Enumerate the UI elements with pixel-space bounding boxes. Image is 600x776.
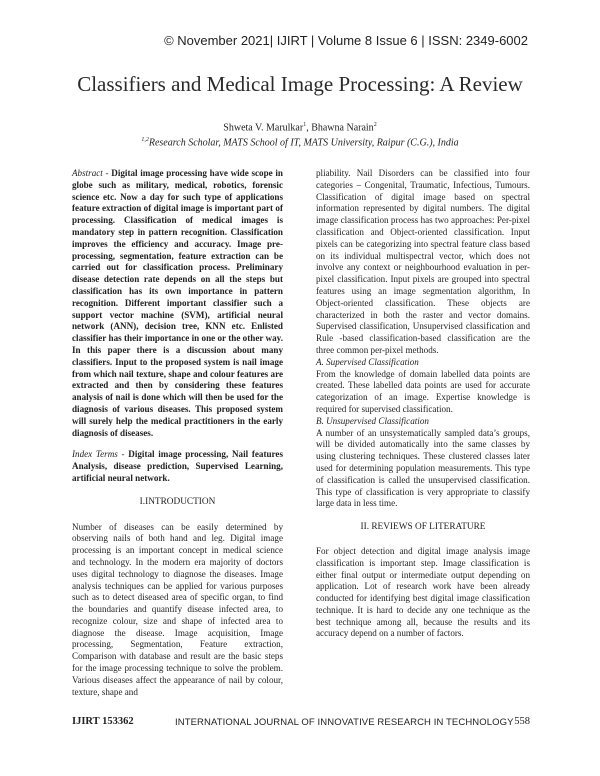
affiliation-text: Research Scholar, MATS School of IT, MATS University, Raipur (C.G.), India <box>148 137 459 149</box>
right-column <box>316 168 530 640</box>
subsection-heading-supervised: A. Supervised Classification <box>316 356 419 367</box>
index-terms-label: Index Terms - <box>72 449 125 460</box>
journal-header: © November 2021| IJIRT | Volume 8 Issue 6 | ISSN: 2349-6002 <box>164 33 528 48</box>
footer-journal-name: INTERNATIONAL JOURNAL OF INNOVATIVE RESEARCH IN TECHNOLOGY <box>175 717 514 728</box>
affiliation <box>0 137 600 148</box>
footer-paper-id: IJIRT 153362 <box>72 716 134 727</box>
index-terms <box>72 449 283 484</box>
author-1-sup: 1 <box>303 122 307 128</box>
author-line <box>0 122 600 133</box>
supervised-paragraph: From the knowledge of domain labelled data points are created. These labelled data points are used for accurate categorization of an image. Expertise knowledge is required for supervised classification. <box>316 368 530 414</box>
introduction-paragraph: Number of diseases can be easily determined by observing nails of both hand and leg. Digital image processing is an important concept in medical science and technology. In the modern era majority of doctors uses digital technology to diagnose the diseases. Image analysis techniques can be applied for various purposes such as to detect diseased area of specific organ, to find the boundaries and quantify disease infected area, to recognize colour, size and shape of infected area to diagnose the disease. Image acquisition, Image processing, Segmentation, Feature extraction, Comparison with database and result are the basic steps for the image processing technique to solve the problem. Various diseases affect the appearance of nail by colour, texture, shape and <box>72 521 283 697</box>
author-1: Shweta V. Marulkar <box>223 122 304 134</box>
paper-title: Classifiers and Medical Image Processing: A Review <box>77 72 523 96</box>
abstract <box>72 168 283 439</box>
index-terms-text: Digital image processing, Nail features Analysis, disease prediction, Supervised Learning, artificial neural network. <box>72 449 283 483</box>
continued-paragraph: pliability. Nail Disorders can be classified into four categories – Congenital, Traumatic, Infectious, Tumours. Classification of digital image based on spectral information represented by digital numbers. The digital image classification process has two approaches: Per-pixel classification and Object-oriented classification. Input pixels can be categorizing into spectral feature class based on its individual multispectral vector, which does not involve any context or neighbourhood evaluation in per-pixel classification. Input pixels are grouped into spectral features using an image segmentation algorithm, In Object-oriented classification. These objects are characterized in both the raster and vector domains. Supervised classification, Unsupervised classification and Rule -based classification-based classification are the three common per-pixel methods. <box>316 168 530 355</box>
literature-paragraph: For object detection and digital image analysis image classification is important step. Image classification is either final output or intermediate output depending on application. Lot of research work have been already conducted for identifying best digital image classification technique. It is hard to decide any one technique as the best technique among all, because the results and its accuracy depend on a number of factors. <box>316 545 530 639</box>
page-footer <box>72 716 530 732</box>
author-2: Bhawna Narain <box>311 122 374 134</box>
author-2-sup: 2 <box>373 122 377 128</box>
abstract-label: Abstract - <box>72 168 109 178</box>
page-number: 558 <box>514 716 530 727</box>
affiliation-sup: 1,2 <box>141 137 149 143</box>
subsection-heading-unsupervised: B. Unsupervised Classification <box>316 415 429 426</box>
section-heading-literature: II. REVIEWS OF LITERATURE <box>360 522 486 533</box>
section-heading-introduction: I.INTRODUCTION <box>139 496 216 507</box>
unsupervised-paragraph: A number of an unsystematically sampled data’s groups, will be divided automatically into the same classes by using clustering techniques. These clustered classes later used for determining population measurements. This type of classification is called the unsupervised classification. This type of classification is very appropriate to classify large data in less time. <box>316 427 530 509</box>
left-column <box>72 168 283 698</box>
author-separator: , <box>306 122 312 134</box>
abstract-text: Digital image processing have wide scope in globe such as military, medical, robotics, forensic science etc. Now a day for such type of applications feature extraction of digital image is important part of processing. Classification of medical images is mandatory step in pattern recognition. Classification improves the efficiency and accuracy. Image pre-processing, segmentation, feature extraction can be carried out for classification process. Preliminary disease detection rate depends on all the steps but classification has its own importance in pattern recognition. Different important classifier such a support vector machine (SVM), artificial neural network (ANN), decision tree, KNN etc. Enlisted classifier has their importance in one or the other way. In this paper there is a discussion about many classifiers. Input to the proposed system is nail image from which nail texture, shape and colour features are extracted and then by considering these features analysis of nail is done which will then be used for the diagnosis of various diseases. This proposed system will surely help the medical practitioners in the early diagnosis of diseases. <box>72 168 283 438</box>
